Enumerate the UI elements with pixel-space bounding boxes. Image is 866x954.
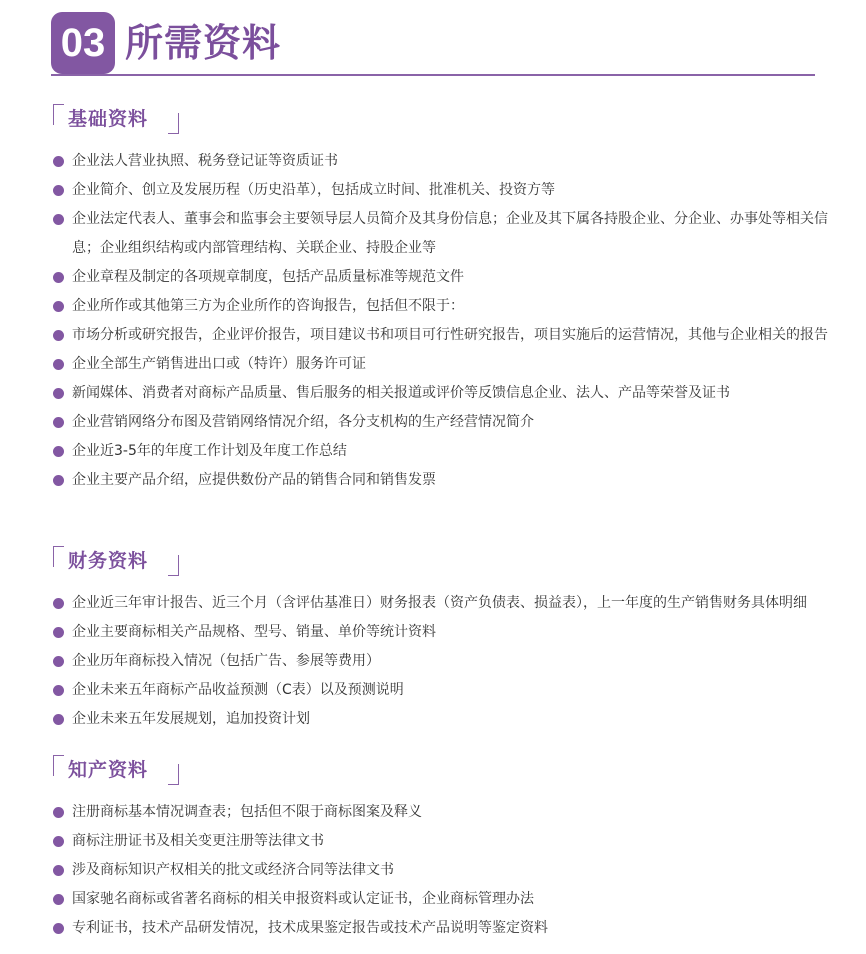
bullet-icon: [53, 214, 64, 225]
section-title-label: 基础资料: [68, 108, 149, 130]
section-finance: [51, 546, 831, 734]
list-item-text: 企业未来五年发展规划，追加投资计划: [72, 711, 310, 727]
bracket-left-decoration: [53, 104, 64, 125]
list-item: [51, 618, 831, 647]
list-item: [51, 205, 831, 263]
list-item: [51, 647, 831, 676]
list-item-text: 注册商标基本情况调查表；包括但不限于商标图案及释义: [72, 804, 422, 820]
list-item: [51, 147, 831, 176]
list-item-text: 企业主要商标相关产品规格、型号、销量、单价等统计资料: [72, 624, 436, 640]
list-item: [51, 408, 831, 437]
page-title: 所需资料: [125, 21, 282, 65]
section-title-label: 财务资料: [68, 550, 149, 572]
bullet-icon: [53, 598, 64, 609]
bullet-icon: [53, 417, 64, 428]
list-item: [51, 350, 831, 379]
bullet-icon: [53, 446, 64, 457]
list-item: [51, 466, 831, 495]
section-title-finance: [53, 546, 179, 576]
list-item-text: 商标注册证书及相关变更注册等法律文书: [72, 833, 324, 849]
list-item-text: 企业全部生产销售进出口或（特许）服务许可证: [72, 356, 366, 372]
list-item: [51, 589, 831, 618]
header-divider: [51, 74, 815, 76]
list-item-text: 企业法定代表人、董事会和监事会主要领导层人员简介及其身份信息；企业及其下属各持股企业、分企业、办事处等相关信息；企业组织结构或内部管理结构、关联企业、持股企业等: [72, 211, 828, 256]
bullet-icon: [53, 894, 64, 905]
bullet-icon: [53, 807, 64, 818]
bullet-icon: [53, 865, 64, 876]
list-item-text: 专利证书，技术产品研发情况，技术成果鉴定报告或技术产品说明等鉴定资料: [72, 920, 548, 936]
list-item-text: 企业简介、创立及发展历程（历史沿革），包括成立时间、批准机关、投资方等: [72, 182, 555, 198]
bullet-icon: [53, 301, 64, 312]
bullet-icon: [53, 388, 64, 399]
list-item: [51, 827, 831, 856]
list-item-text: 企业章程及制定的各项规章制度，包括产品质量标准等规范文件: [72, 269, 464, 285]
bullet-icon: [53, 656, 64, 667]
list-item-text: 企业法人营业执照、税务登记证等资质证书: [72, 153, 338, 169]
list-item-text: 新闻媒体、消费者对商标产品质量、售后服务的相关报道或评价等反馈信息企业、法人、产品等荣誉及证书: [72, 385, 730, 401]
list-item: [51, 676, 831, 705]
list-item: [51, 176, 831, 205]
section-header: [51, 12, 815, 76]
list-item: [51, 705, 831, 734]
list-item-text: 企业营销网络分布图及营销网络情况介绍，各分支机构的生产经营情况简介: [72, 414, 534, 430]
list-item: [51, 798, 831, 827]
bullet-icon: [53, 185, 64, 196]
item-list: [51, 589, 831, 734]
list-item-text: 市场分析或研究报告，企业评价报告，项目建议书和项目可行性研究报告，项目实施后的运营情况，其他与企业相关的报告: [72, 327, 828, 343]
item-list: [51, 147, 831, 495]
bracket-left-decoration: [53, 755, 64, 776]
list-item-text: 企业未来五年商标产品收益预测（C表）以及预测说明: [72, 682, 404, 698]
section-basic: [51, 104, 831, 495]
list-item-text: 涉及商标知识产权相关的批文或经济合同等法律文书: [72, 862, 394, 878]
bullet-icon: [53, 714, 64, 725]
list-item: [51, 885, 831, 914]
list-item: [51, 292, 831, 321]
list-item-text: 企业近三年审计报告、近三个月（含评估基准日）财务报表（资产负债表、损益表），上一年度的生产销售财务具体明细: [72, 595, 807, 611]
list-item-text: 企业主要产品介绍，应提供数份产品的销售合同和销售发票: [72, 472, 436, 488]
section-number-badge: 03: [51, 12, 115, 74]
list-item: [51, 321, 831, 350]
list-item-text: 企业历年商标投入情况（包括广告、参展等费用）: [72, 653, 380, 669]
bullet-icon: [53, 330, 64, 341]
list-item: [51, 263, 831, 292]
section-title-ip: [53, 755, 179, 785]
bullet-icon: [53, 475, 64, 486]
section-title-label: 知产资料: [68, 759, 149, 781]
bracket-right-decoration: [168, 764, 179, 785]
bullet-icon: [53, 272, 64, 283]
list-item: [51, 914, 831, 943]
list-item-text: 企业所作或其他第三方为企业所作的咨询报告，包括但不限于：: [72, 298, 464, 314]
bullet-icon: [53, 359, 64, 370]
bracket-right-decoration: [168, 113, 179, 134]
section-ip: [51, 755, 831, 943]
bullet-icon: [53, 923, 64, 934]
section-title-basic: [53, 104, 179, 134]
list-item-text: 企业近3-5年的年度工作计划及年度工作总结: [72, 443, 347, 459]
list-item: [51, 856, 831, 885]
bullet-icon: [53, 836, 64, 847]
item-list: [51, 798, 831, 943]
bullet-icon: [53, 627, 64, 638]
bracket-left-decoration: [53, 546, 64, 567]
bullet-icon: [53, 685, 64, 696]
list-item-text: 国家驰名商标或省著名商标的相关申报资料或认定证书，企业商标管理办法: [72, 891, 534, 907]
bullet-icon: [53, 156, 64, 167]
bracket-right-decoration: [168, 555, 179, 576]
list-item: [51, 437, 831, 466]
list-item: [51, 379, 831, 408]
